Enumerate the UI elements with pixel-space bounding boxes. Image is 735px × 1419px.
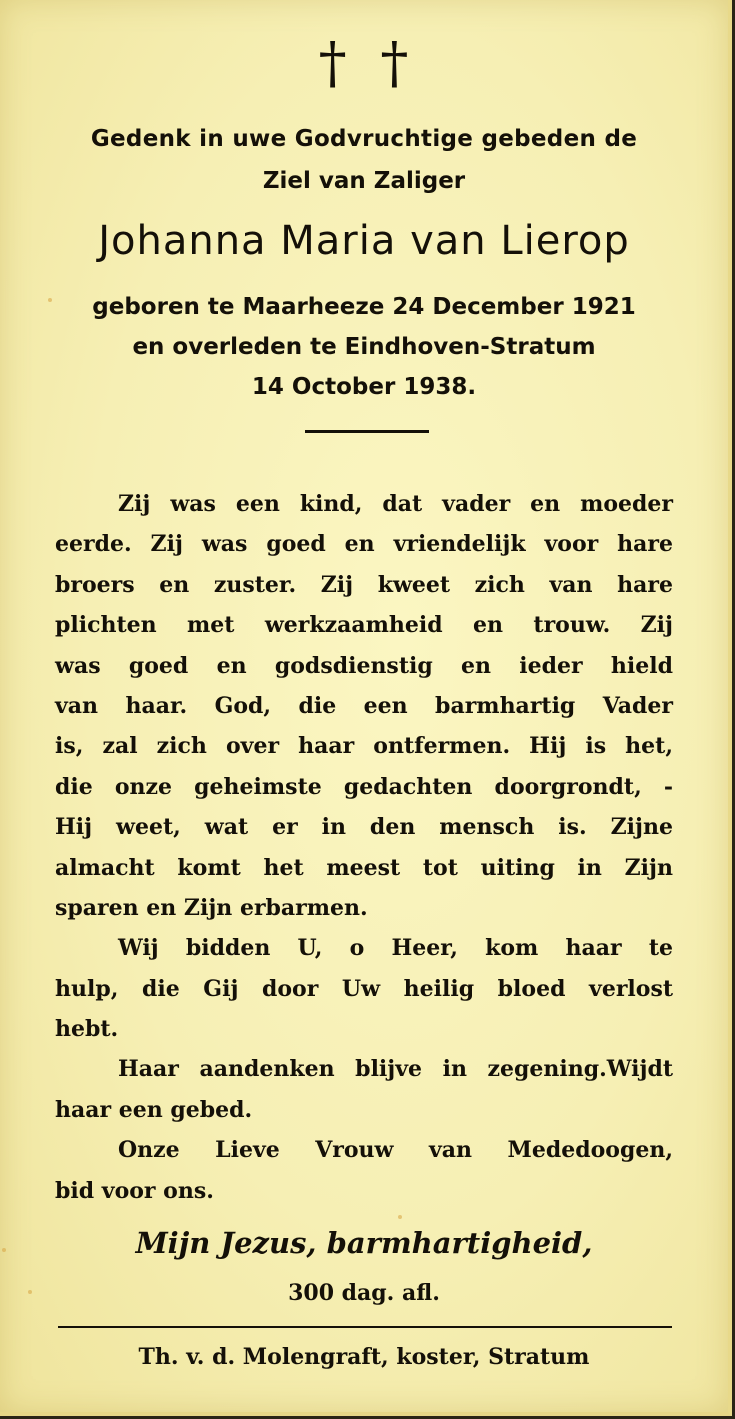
text-line: is, zal zich over haar ontfermen. Hij is het,	[55, 733, 673, 760]
death-date: 14 October 1938.	[251, 374, 477, 400]
death-line: en overleden te Eindhoven-Stratum	[132, 334, 596, 360]
text-line: was goed en godsdienstig en ieder hield	[55, 652, 673, 679]
text-line: bid voor ons.	[55, 1177, 214, 1204]
indulgence-note: 300 dag. afl.	[288, 1280, 440, 1306]
text-line: Zij was een kind, dat vader en moeder	[118, 491, 673, 517]
prayer-motto: Mijn Jezus, barmhartigheid,	[135, 1226, 593, 1260]
paper-speck	[28, 1290, 32, 1294]
memorial-text	[55, 484, 673, 1211]
text-line: Hij weet, wat er in den mensch is. Zijne	[55, 814, 673, 841]
printer-credit: Th. v. d. Molengraft, koster, Stratum	[138, 1344, 590, 1370]
intro-line-1: Gedenk in uwe Godvruchtige gebeden de	[90, 126, 638, 152]
divider	[305, 430, 429, 433]
text-line: Onze Lieve Vrouw van Mededoogen,	[118, 1137, 673, 1164]
text-line: hebt.	[55, 1016, 119, 1043]
text-line: almacht komt het meest tot uiting in Zijn	[55, 854, 673, 881]
intro-line-2: Ziel van Zaliger	[262, 168, 466, 194]
text-line: Wij bidden U, o Heer, kom haar te	[118, 935, 673, 962]
double-cross-icon: † †	[318, 31, 417, 96]
paper-speck	[48, 298, 52, 302]
text-line: eerde. Zij was goed en vriendelijk voor hare	[55, 531, 673, 558]
birth-line: geboren te Maarheeze 24 December 1921	[92, 294, 636, 320]
text-line: sparen en Zijn erbarmen.	[55, 894, 368, 921]
text-line: hulp, die Gij door Uw heilig bloed verlost	[55, 975, 673, 1002]
paper-speck	[2, 1248, 6, 1252]
bottom-divider	[58, 1326, 672, 1328]
text-line: die onze geheimste gedachten doorgrondt, -	[55, 773, 673, 800]
text-line: van haar. God, die een barmhartig Vader	[55, 692, 673, 719]
text-line: haar een gebed.	[55, 1096, 253, 1123]
text-line: broers en zuster. Zij kweet zich van hare	[55, 571, 673, 598]
text-line: Haar aandenken blijve in zegening.Wijdt	[118, 1056, 673, 1083]
paper-speck	[398, 1215, 402, 1219]
deceased-name: Johanna Maria van Lierop	[98, 218, 630, 264]
text-line: plichten met werkzaamheid en trouw. Zij	[55, 612, 673, 639]
